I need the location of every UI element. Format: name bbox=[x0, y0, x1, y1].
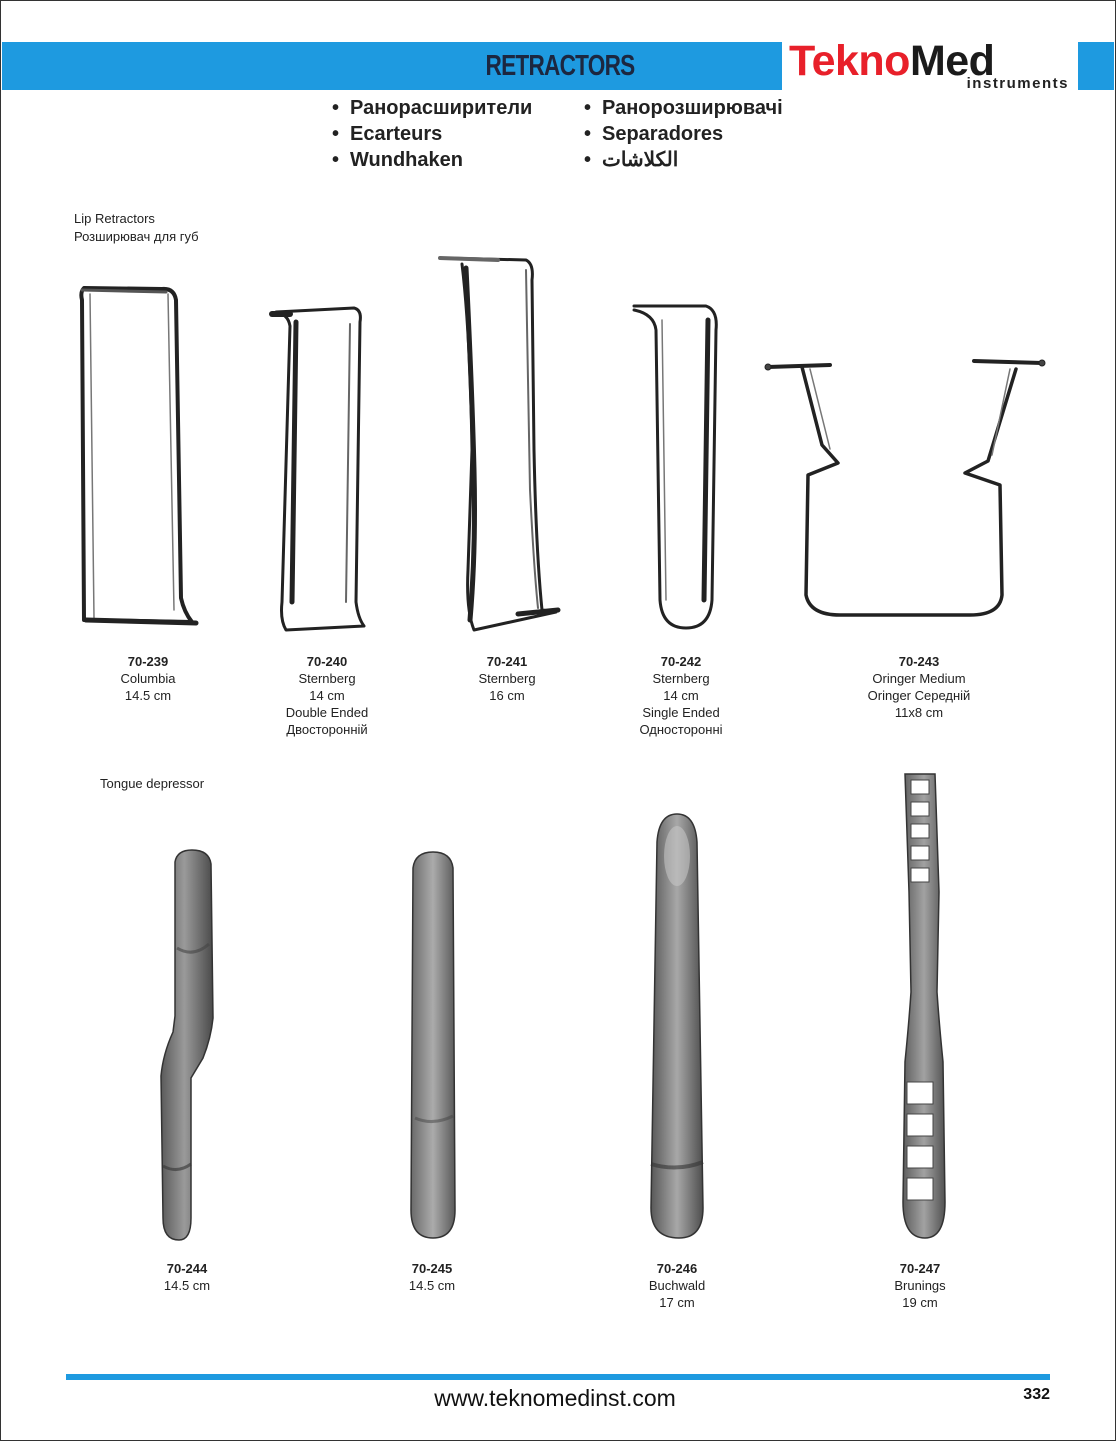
translation-list-right bbox=[584, 95, 783, 173]
item-size: 16 cm bbox=[489, 688, 525, 703]
item-size: 11x8 cm bbox=[894, 705, 944, 720]
item-name: Brunings bbox=[894, 1278, 946, 1293]
retractor-70-242-image bbox=[628, 300, 728, 635]
item-name: Oringer Medium bbox=[872, 671, 966, 686]
item-size: 14.5 cm bbox=[124, 688, 172, 703]
brand-name-part2: Med bbox=[909, 37, 995, 85]
translation-item: • الكلاشات bbox=[584, 147, 783, 173]
item-code: 70-245 bbox=[411, 1261, 453, 1276]
brand-name-part1: Tekno bbox=[789, 37, 910, 85]
section-subtitle-text: Розширювач для губ bbox=[74, 229, 199, 244]
item-name: Buchwald bbox=[648, 1278, 706, 1293]
item-code: 70-240 bbox=[306, 654, 348, 669]
page-number: 332 bbox=[1023, 1386, 1050, 1403]
item-caption-70-244 bbox=[102, 1260, 272, 1294]
retractor-70-241-image bbox=[438, 250, 563, 635]
translation-item: • Ранорасширители bbox=[332, 95, 532, 121]
item-code: 70-243 bbox=[898, 654, 940, 669]
item-name-translation: Oringer Середній bbox=[867, 688, 971, 703]
tongue-depressor-70-246-image bbox=[643, 812, 713, 1245]
item-variant-translation: Односторонні bbox=[639, 722, 723, 737]
item-caption-70-247 bbox=[835, 1260, 1005, 1311]
item-caption-70-243 bbox=[834, 653, 1004, 721]
brand-subtitle: instruments bbox=[966, 75, 1069, 92]
item-size: 14 cm bbox=[309, 688, 345, 703]
section-title-text: Lip Retractors bbox=[74, 211, 155, 226]
item-caption-70-241 bbox=[422, 653, 592, 704]
item-caption-70-239 bbox=[63, 653, 233, 704]
item-variant: Double Ended bbox=[285, 705, 369, 720]
item-variant-translation: Двосторонній bbox=[286, 722, 368, 737]
translation-item: • Separadores bbox=[584, 121, 783, 147]
item-size: 19 cm bbox=[902, 1295, 938, 1310]
item-caption-70-242 bbox=[596, 653, 766, 738]
retractor-70-243-image bbox=[760, 345, 1050, 635]
page-title: RETRACTORS bbox=[485, 50, 635, 82]
item-code: 70-241 bbox=[486, 654, 528, 669]
retractor-70-239-image bbox=[66, 280, 211, 635]
translation-item: • Wundhaken bbox=[332, 147, 532, 173]
item-size: 17 cm bbox=[659, 1295, 695, 1310]
section-title-tongue-depressor: Tongue depressor bbox=[100, 776, 205, 791]
item-name: Columbia bbox=[120, 671, 176, 686]
tongue-depressor-70-244-image bbox=[155, 848, 225, 1246]
item-name: Sternberg bbox=[478, 671, 536, 686]
item-name: Sternberg bbox=[652, 671, 710, 686]
tongue-depressor-70-245-image bbox=[405, 850, 460, 1245]
section-title-lip-retractors bbox=[74, 210, 199, 246]
item-size: 14.5 cm bbox=[163, 1278, 211, 1293]
item-size: 14 cm bbox=[663, 688, 699, 703]
item-code: 70-239 bbox=[127, 654, 169, 669]
item-name: Sternberg bbox=[298, 671, 356, 686]
item-code: 70-247 bbox=[899, 1261, 941, 1276]
item-code: 70-242 bbox=[660, 654, 702, 669]
tongue-depressor-70-247-image bbox=[895, 772, 955, 1242]
footer-website-link[interactable]: www.teknomedinst.com bbox=[434, 1385, 676, 1411]
translation-item: • Ecarteurs bbox=[332, 121, 532, 147]
translation-item: • Ранорозширювачі bbox=[584, 95, 783, 121]
retractor-70-240-image bbox=[268, 302, 373, 635]
translation-list-left bbox=[332, 95, 532, 173]
item-caption-70-245 bbox=[347, 1260, 517, 1294]
item-variant: Single Ended bbox=[642, 705, 720, 720]
item-caption-70-240 bbox=[242, 653, 412, 738]
item-caption-70-246 bbox=[592, 1260, 762, 1311]
item-code: 70-246 bbox=[656, 1261, 698, 1276]
item-size: 14.5 cm bbox=[408, 1278, 456, 1293]
footer-divider bbox=[66, 1374, 1050, 1380]
item-code: 70-244 bbox=[166, 1261, 208, 1276]
